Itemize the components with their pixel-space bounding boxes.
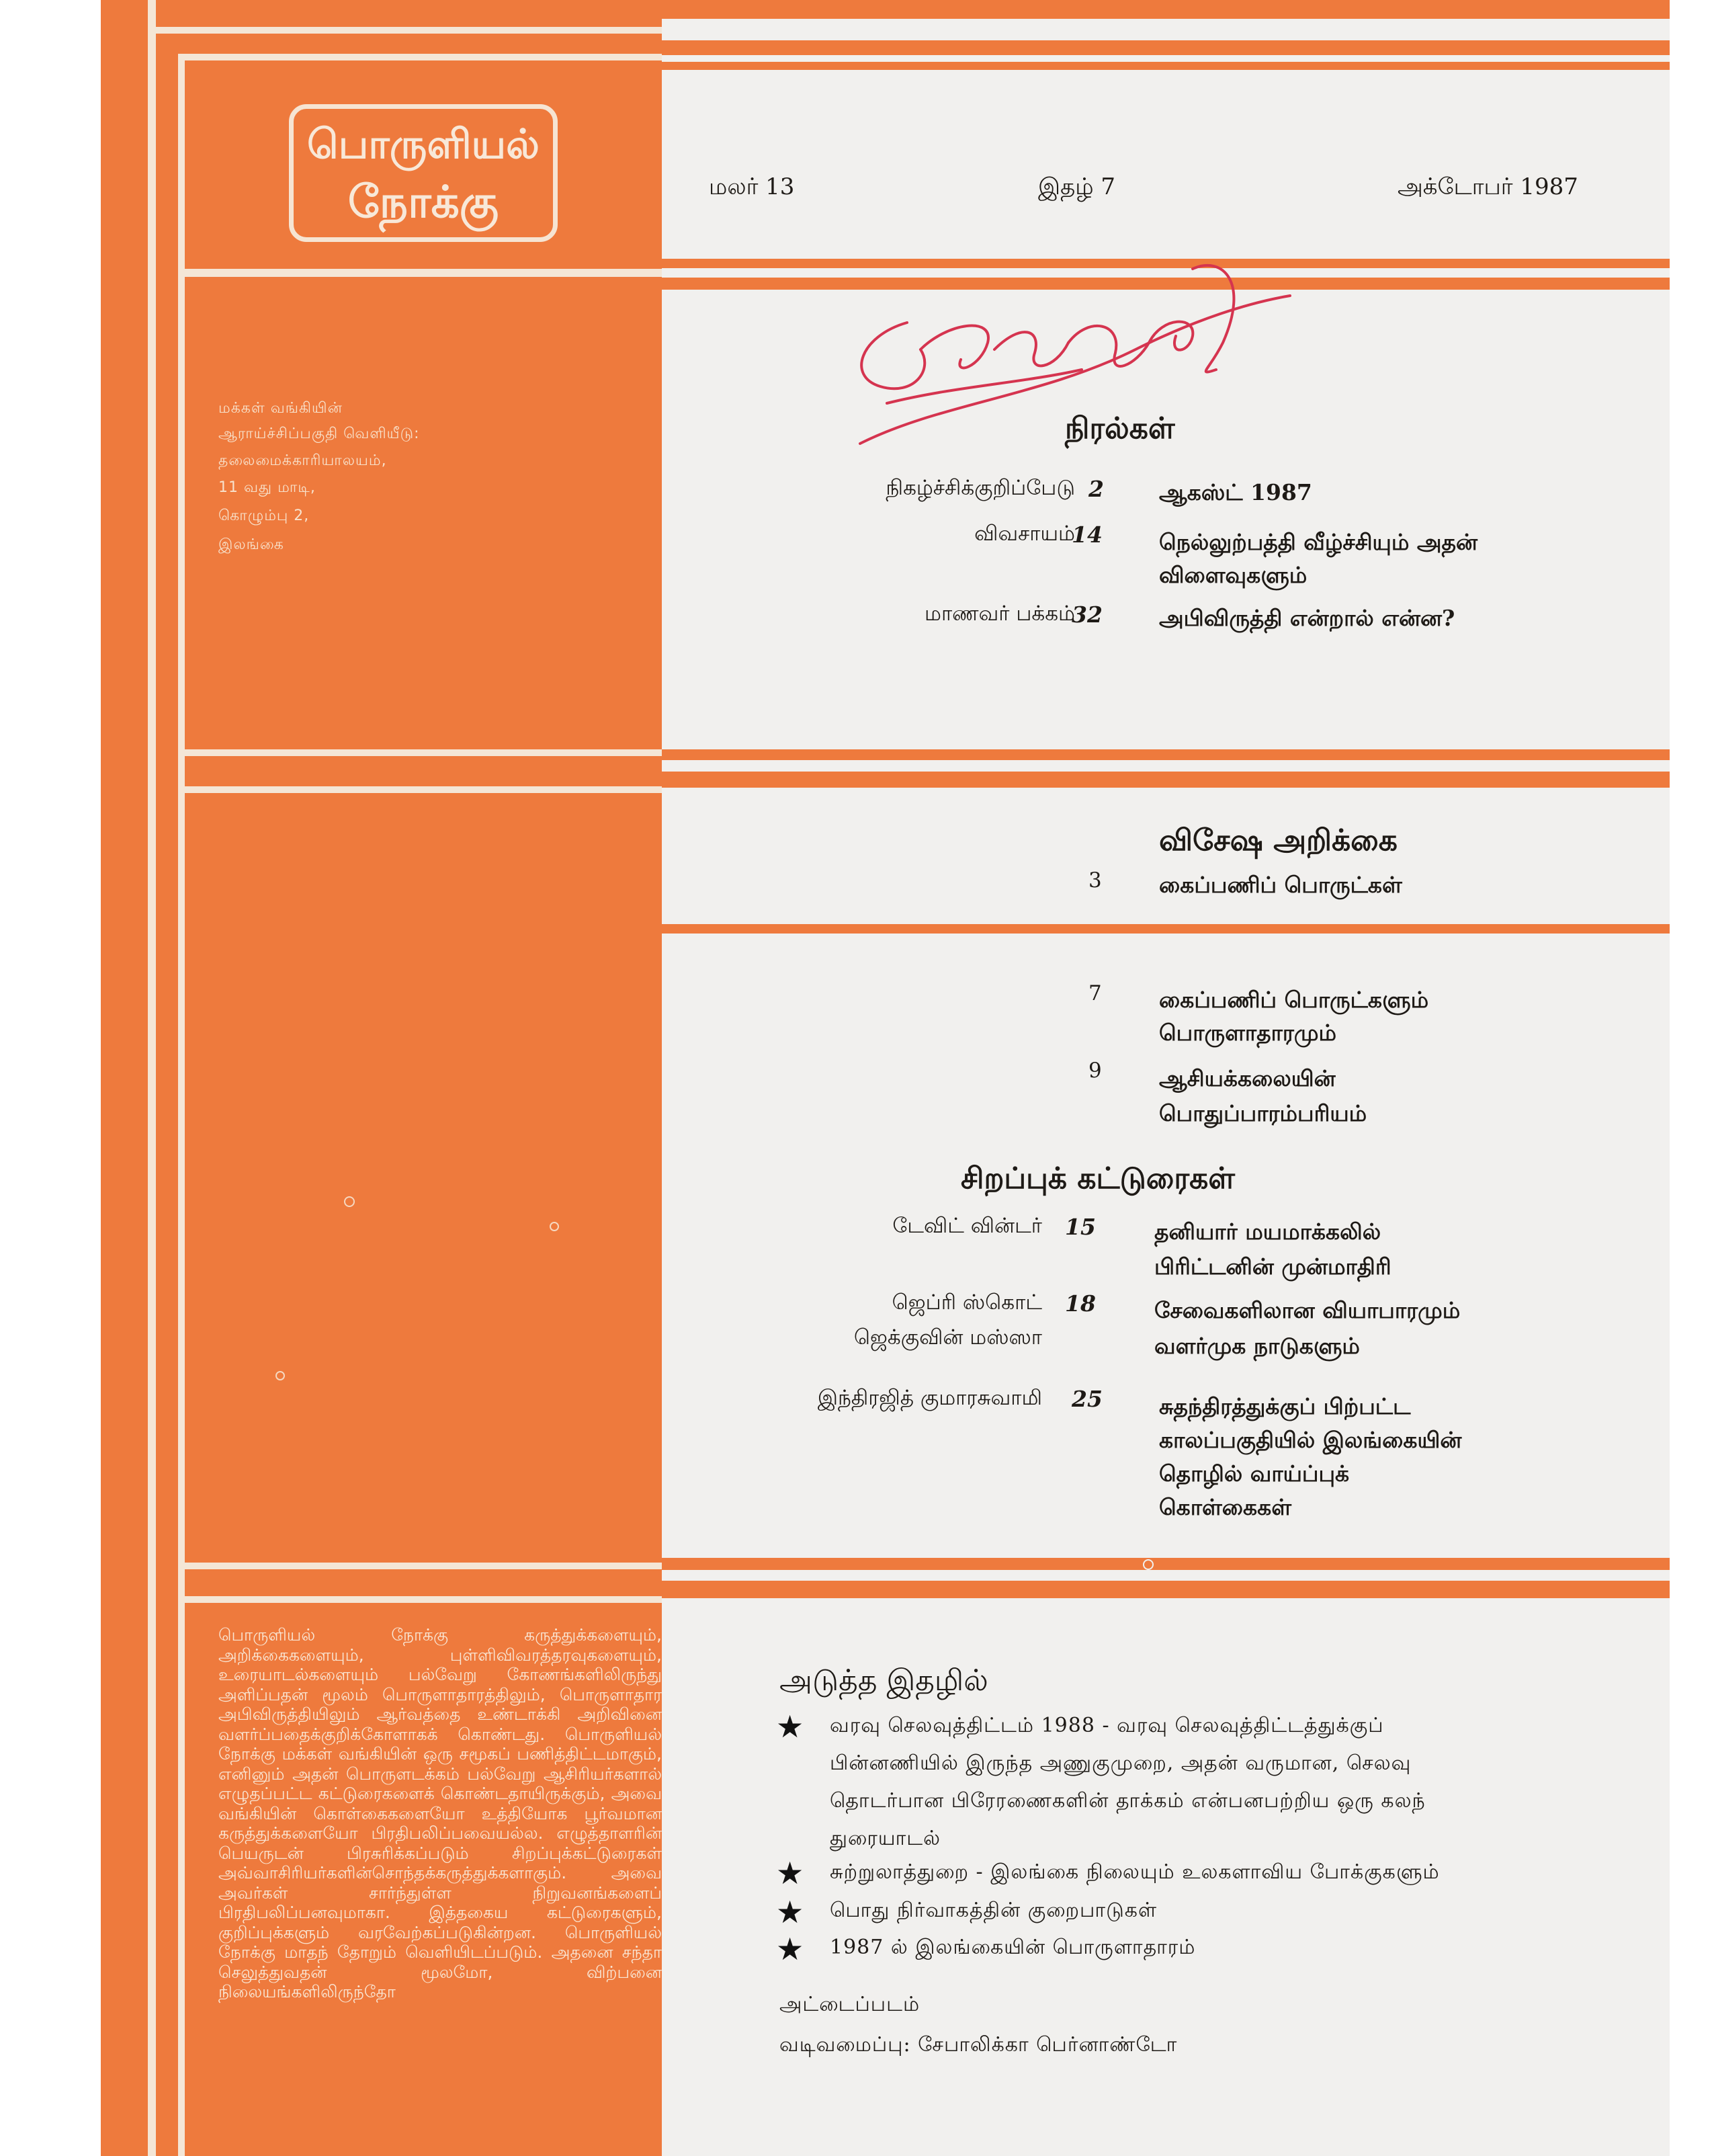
logo-line-2: நோக்கு [347,176,499,228]
feature-title: காலப்பகுதியில் இலங்கையின் [1159,1427,1462,1453]
special-item-title: கைப்பணிப் பொருட்கள் [1159,872,1402,898]
special-item-title: கைப்பணிப் பொருட்களும் [1159,987,1429,1013]
toc-page: 32 [1072,602,1103,628]
paper-mark [344,1196,355,1207]
next-item-line: சுற்றுலாத்துறை - இலங்கை நிலையும் உலகளாவிய போக்குகளும் [830,1860,1440,1884]
feature-title: கொள்கைகள் [1159,1494,1292,1520]
feature-author: இந்திரஜித் குமாரசுவாமி [817,1386,1042,1410]
publisher-line: கொழும்பு 2, [218,507,310,524]
handwritten-signature [820,242,1303,470]
next-item-line: பின்னணியில் இருந்த அணுகுமுறை, அதன் வருமான, செலவு [830,1751,1412,1775]
frame-line-mid3 [185,1563,662,1569]
star-bullet-icon: ★ [776,1894,804,1930]
volume-label: மலர் 13 [709,173,795,200]
feature-title: பிரிட்டனின் முன்மாதிரி [1154,1253,1391,1280]
next-issue-title: அடுத்த இதழில் [779,1663,988,1698]
magazine-logo [289,104,558,242]
special-page: 9 [1088,1059,1102,1083]
logo-line-1: பொருளியல் [307,121,540,168]
paper-mark [1143,1559,1154,1570]
band-top-3 [662,62,1670,70]
frame-line-mid1 [185,749,662,756]
band-top-1 [662,0,1670,19]
feature-page: 15 [1065,1214,1096,1240]
feature-page: 25 [1072,1386,1103,1412]
feature-title: சேவைகளிலான வியாபாரமும் [1154,1297,1461,1323]
special-item-title: பொருளாதாரமும் [1159,1020,1337,1046]
frame-line-vertical-inner [178,54,185,2156]
contents-title: நிரல்கள் [1065,411,1175,446]
feature-title: தொழில் வாய்ப்புக் [1159,1460,1350,1487]
star-bullet-icon: ★ [776,1855,804,1891]
features-title: சிறப்புக் கட்டுரைகள் [961,1161,1236,1196]
band-mid-1 [662,749,1670,760]
toc-section: மாணவர் பக்கம் [925,602,1075,626]
frame-line-vertical-outer [148,0,156,2156]
frame-line-mid2 [185,786,662,793]
publisher-line: மக்கள் வங்கியின் [218,400,343,417]
band-lower-2 [662,1581,1670,1598]
feature-author: ஜெப்ரி ஸ்கொட் [892,1290,1042,1315]
band-lower-1 [662,1558,1670,1570]
feature-title: வளர்முக நாடுகளும் [1154,1333,1360,1359]
next-item-line: துரையாடல் [830,1827,941,1850]
toc-section: நிகழ்ச்சிக்குறிப்பேடு [886,476,1075,500]
star-bullet-icon: ★ [776,1708,804,1745]
design-credit: வடிவமைப்பு: சேபாலிக்கா பெர்னாண்டோ [779,2033,1178,2057]
page-margin-right [1670,0,1714,2156]
next-item-line: வரவு செலவுத்திட்டம் 1988 - வரவு செலவுத்திட்டத்துக்குப் [830,1714,1384,1737]
band-top-2 [662,40,1670,55]
next-item-line: 1987 ல் இலங்கையின் பொருளாதாரம் [830,1936,1196,1959]
publisher-line: தலைமைக்காரியாலயம், [218,452,387,469]
paper-mark [550,1222,559,1231]
toc-title: அபிவிருத்தி என்றால் என்ன? [1159,605,1455,631]
feature-page: 18 [1065,1290,1096,1317]
toc-title: நெல்லுற்பத்தி வீழ்ச்சியும் அதன் விளைவுகளும் [1159,529,1478,588]
toc-title: ஆகஸ்ட் 1987 [1159,479,1312,505]
toc-page: 2 [1088,476,1104,502]
publisher-line: இலங்கை [218,536,284,553]
issue-label: இதழ் 7 [1038,173,1116,200]
publisher-line: ஆராய்ச்சிப்பகுதி வெளியீடு: [218,425,420,442]
frame-line-mid4 [185,1596,662,1603]
frame-line-logo-bottom [185,269,662,277]
feature-author: டேவிட் வின்டர் [892,1214,1042,1238]
band-mid-2 [662,772,1670,788]
next-item-line: தொடர்பான பிரேரணைகளின் தாக்கம் என்பனபற்றிய ஒரு கலந் [830,1789,1426,1813]
special-item-title: பொதுப்பாரம்பரியம் [1159,1100,1367,1126]
cover-label: அட்டைப்படம் [779,1993,920,2016]
band-special [662,924,1670,934]
toc-page: 14 [1072,522,1103,548]
feature-author: ஜெக்குவின் மஸ்ஸா [853,1325,1042,1350]
paper-mark [275,1371,285,1380]
date-label: அக்டோபர் 1987 [1398,173,1578,200]
about-blurb: பொருளியல் நோக்கு கருத்துக்களையும், அறிக்கைகளையும், புள்ளிவிவரத்தரவுகளையும், உரையாடல்களையும் பல்வேறு கோணங்களிலிருந்து அளிப்பதன் மூலம் பொருளாதாரத்திலும், பொருளாதார அபிவிருத்தியிலும் ஆர்வத்தை உண்டாக்கி அறிவினை வளர்ப்பதைக்குறிக்கோளாகக் கொண்டது. பொருளியல் நோக்கு மக்கள் வங்கியின் ஒரு சமூகப் பணித்திட்டமாகும், எனினும் அதன் பொருளடக்கம் பல்வேறு ஆசிரியர்களால் எழுதப்பட்ட கட்டுரைகளைக் கொண்டதாயிருக்கும், அவை வங்கியின் கொள்கைகளையோ உத்தியோக பூர்வமான கருத்துக்களையோ பிரதிபலிப்பவையல்ல. எழுத்தாளரின் பெயருடன் பிரசுரிக்கப்படும் சிறப்புக்கட்டுரைகள் அவ்வாசிரியர்களின்சொந்தக்கருத்துக்களாகும். அவை அவர்கள் சார்ந்துள்ள நிறுவனங்களைப் பிரதிபலிப்பனவுமாகா. இத்தகைய கட்டுரைகளும், குறிப்புக்களும் வரவேற்கப்படுகின்றன. பொருளியல் நோக்கு மாதந் தோறும் வெளியிடப்படும். அதனை சந்தா செலுத்துவதன் மூலமோ, விற்பனை நிலையங்களிலிருந்தோ [218,1625,662,2001]
frame-line-top [156,27,662,34]
special-page: 7 [1088,981,1102,1005]
publisher-line: 11 வது மாடி, [218,479,316,496]
toc-section: விவசாயம் [974,522,1075,546]
star-bullet-icon: ★ [776,1931,804,1967]
next-item-line: பொது நிர்வாகத்தின் குறைபாடுகள் [830,1899,1158,1922]
special-report-title: விசேஷ அறிக்கை [1159,823,1398,858]
feature-title: தனியார் மயமாக்கலில் [1154,1218,1381,1245]
special-page: 3 [1088,868,1102,893]
feature-title: சுதந்திரத்துக்குப் பிற்பட்ட [1159,1393,1411,1419]
page-margin-left [0,0,101,2156]
special-item-title: ஆசியக்கலையின் [1159,1065,1336,1091]
frame-line-top-inner [185,54,662,60]
